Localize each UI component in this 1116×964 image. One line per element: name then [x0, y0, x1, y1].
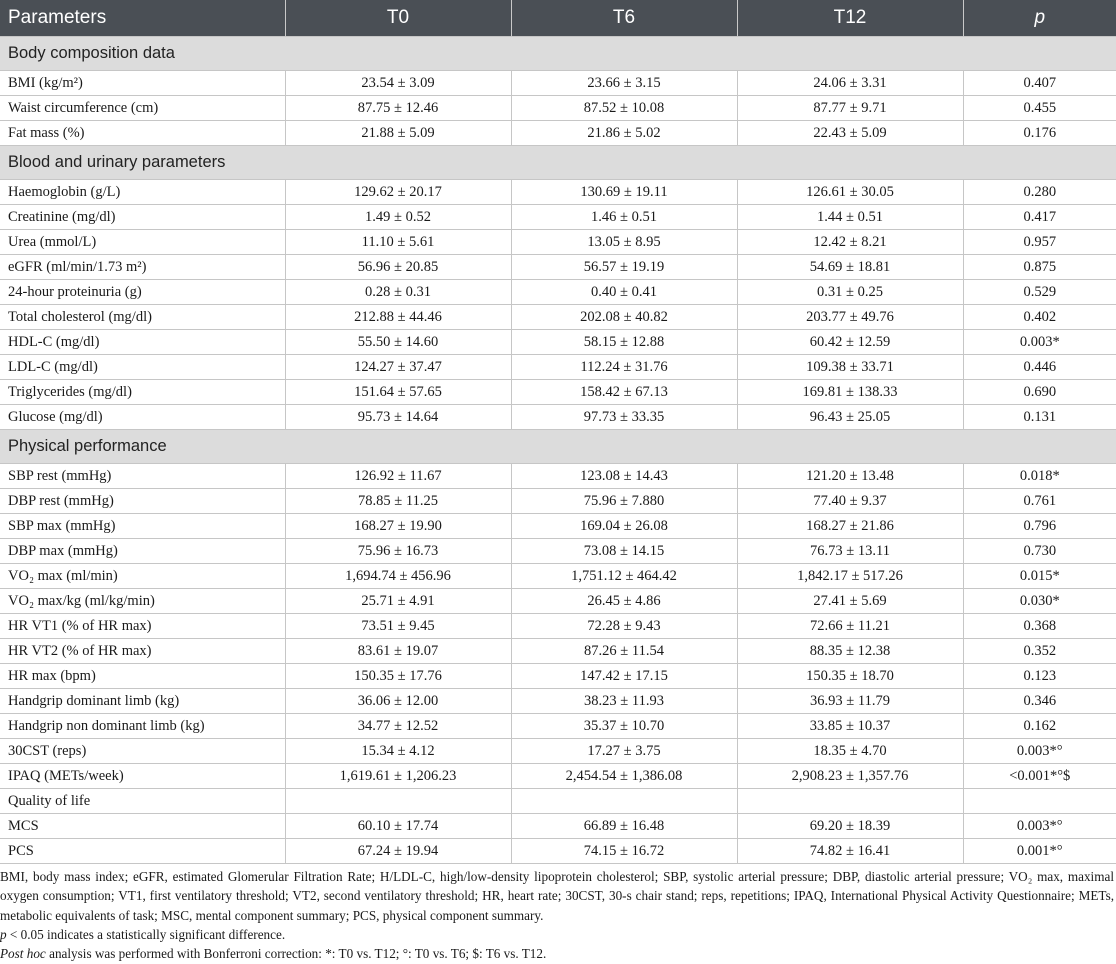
table-row	[0, 280, 1116, 305]
section-title: Blood and urinary parameters	[0, 146, 1116, 180]
p-value-cell: 0.455	[963, 96, 1116, 121]
p-value-cell: 0.402	[963, 305, 1116, 330]
t12-cell: 96.43 ± 25.05	[737, 405, 963, 430]
header-parameters: Parameters	[0, 0, 285, 37]
t12-cell: 18.35 ± 4.70	[737, 739, 963, 764]
header-t6: T6	[511, 0, 737, 37]
parameter-cell: DBP max (mmHg)	[0, 539, 285, 564]
parameter-cell: HDL-C (mg/dl)	[0, 330, 285, 355]
parameter-cell: Haemoglobin (g/L)	[0, 180, 285, 205]
parameter-cell: Urea (mmol/L)	[0, 230, 285, 255]
significance-text: < 0.05 indicates a statistically significant difference.	[6, 926, 286, 942]
t0-cell: 60.10 ± 17.74	[285, 814, 511, 839]
table-row	[0, 96, 1116, 121]
parameter-cell: Quality of life	[0, 789, 285, 814]
t6-cell: 87.26 ± 11.54	[511, 639, 737, 664]
table-row	[0, 739, 1116, 764]
table-row	[0, 180, 1116, 205]
table-row	[0, 380, 1116, 405]
t12-cell: 0.31 ± 0.25	[737, 280, 963, 305]
t6-cell: 202.08 ± 40.82	[511, 305, 737, 330]
header-t12: T12	[737, 0, 963, 37]
t12-cell: 121.20 ± 13.48	[737, 464, 963, 489]
t12-cell: 2,908.23 ± 1,357.76	[737, 764, 963, 789]
table-row	[0, 539, 1116, 564]
parameter-cell: Glucose (mg/dl)	[0, 405, 285, 430]
p-value-cell: 0.131	[963, 405, 1116, 430]
parameter-cell: 30CST (reps)	[0, 739, 285, 764]
t6-cell: 75.96 ± 7.880	[511, 489, 737, 514]
table-row	[0, 489, 1116, 514]
t6-cell: 0.40 ± 0.41	[511, 280, 737, 305]
t0-cell: 151.64 ± 57.65	[285, 380, 511, 405]
p-value-cell: 0.875	[963, 255, 1116, 280]
header-t0: T0	[285, 0, 511, 37]
t12-cell: 1,842.17 ± 517.26	[737, 564, 963, 589]
t0-cell: 1,694.74 ± 456.96	[285, 564, 511, 589]
t0-cell: 75.96 ± 16.73	[285, 539, 511, 564]
t12-cell: 72.66 ± 11.21	[737, 614, 963, 639]
t12-cell: 69.20 ± 18.39	[737, 814, 963, 839]
t12-cell: 168.27 ± 21.86	[737, 514, 963, 539]
section-row	[0, 146, 1116, 180]
p-value-cell: 0.761	[963, 489, 1116, 514]
t12-cell: 169.81 ± 138.33	[737, 380, 963, 405]
t12-cell: 12.42 ± 8.21	[737, 230, 963, 255]
t12-cell: 24.06 ± 3.31	[737, 71, 963, 96]
t6-cell: 74.15 ± 16.72	[511, 839, 737, 864]
t12-cell: 76.73 ± 13.11	[737, 539, 963, 564]
t0-cell: 129.62 ± 20.17	[285, 180, 511, 205]
table-row	[0, 789, 1116, 814]
header-p: p	[963, 0, 1116, 37]
t12-cell: 126.61 ± 30.05	[737, 180, 963, 205]
significance-note	[0, 925, 1114, 944]
posthoc-text: analysis was performed with Bonferroni correction: *: T0 vs. T12; °: T0 vs. T6; $: T6 vs. T12.	[45, 946, 547, 962]
t6-cell: 2,454.54 ± 1,386.08	[511, 764, 737, 789]
table-body	[0, 37, 1116, 864]
t0-cell: 23.54 ± 3.09	[285, 71, 511, 96]
t0-cell: 15.34 ± 4.12	[285, 739, 511, 764]
parameter-cell: Handgrip non dominant limb (kg)	[0, 714, 285, 739]
section-row	[0, 430, 1116, 464]
t6-cell: 112.24 ± 31.76	[511, 355, 737, 380]
table-row	[0, 71, 1116, 96]
t12-cell: 77.40 ± 9.37	[737, 489, 963, 514]
t0-cell: 73.51 ± 9.45	[285, 614, 511, 639]
t0-cell	[285, 789, 511, 814]
t6-cell: 87.52 ± 10.08	[511, 96, 737, 121]
parameter-cell: SBP rest (mmHg)	[0, 464, 285, 489]
t6-cell: 1,751.12 ± 464.42	[511, 564, 737, 589]
section-title: Body composition data	[0, 37, 1116, 71]
table-row	[0, 205, 1116, 230]
parameter-cell: HR VT2 (% of HR max)	[0, 639, 285, 664]
t0-cell: 150.35 ± 17.76	[285, 664, 511, 689]
p-value-cell: 0.529	[963, 280, 1116, 305]
parameter-cell: BMI (kg/m²)	[0, 71, 285, 96]
t0-cell: 1,619.61 ± 1,206.23	[285, 764, 511, 789]
t6-cell: 97.73 ± 33.35	[511, 405, 737, 430]
table-row	[0, 639, 1116, 664]
table-row	[0, 121, 1116, 146]
t12-cell: 22.43 ± 5.09	[737, 121, 963, 146]
table-row	[0, 305, 1116, 330]
t0-cell: 34.77 ± 12.52	[285, 714, 511, 739]
t0-cell: 124.27 ± 37.47	[285, 355, 511, 380]
p-value-cell: 0.346	[963, 689, 1116, 714]
t6-cell: 38.23 ± 11.93	[511, 689, 737, 714]
p-value-cell: 0.003*°	[963, 814, 1116, 839]
parameter-cell: Total cholesterol (mg/dl)	[0, 305, 285, 330]
t0-cell: 0.28 ± 0.31	[285, 280, 511, 305]
table-row	[0, 764, 1116, 789]
p-value-cell: 0.352	[963, 639, 1116, 664]
table-row	[0, 564, 1116, 589]
parameter-cell: Handgrip dominant limb (kg)	[0, 689, 285, 714]
t12-cell: 33.85 ± 10.37	[737, 714, 963, 739]
parameter-cell: PCS	[0, 839, 285, 864]
posthoc-note	[0, 944, 1114, 963]
parameter-cell: VO₂ max (ml/min)	[0, 564, 285, 589]
table-row	[0, 464, 1116, 489]
t6-cell: 158.42 ± 67.13	[511, 380, 737, 405]
table-row	[0, 814, 1116, 839]
table-notes	[0, 867, 1114, 963]
t0-cell: 1.49 ± 0.52	[285, 205, 511, 230]
table-row	[0, 839, 1116, 864]
t12-cell: 36.93 ± 11.79	[737, 689, 963, 714]
p-value-cell: 0.001*°	[963, 839, 1116, 864]
t6-cell: 56.57 ± 19.19	[511, 255, 737, 280]
p-value-cell: 0.730	[963, 539, 1116, 564]
t6-cell: 130.69 ± 19.11	[511, 180, 737, 205]
t0-cell: 168.27 ± 19.90	[285, 514, 511, 539]
t12-cell: 203.77 ± 49.76	[737, 305, 963, 330]
t6-cell: 21.86 ± 5.02	[511, 121, 737, 146]
t6-cell: 58.15 ± 12.88	[511, 330, 737, 355]
p-value-cell: 0.123	[963, 664, 1116, 689]
parameter-cell: MCS	[0, 814, 285, 839]
p-value-cell: 0.446	[963, 355, 1116, 380]
table-row	[0, 589, 1116, 614]
table-row	[0, 664, 1116, 689]
table-row	[0, 689, 1116, 714]
table-row	[0, 230, 1116, 255]
parameter-cell: VO₂ max/kg (ml/kg/min)	[0, 589, 285, 614]
t12-cell: 150.35 ± 18.70	[737, 664, 963, 689]
t6-cell: 73.08 ± 14.15	[511, 539, 737, 564]
t12-cell: 27.41 ± 5.69	[737, 589, 963, 614]
t0-cell: 95.73 ± 14.64	[285, 405, 511, 430]
t6-cell: 23.66 ± 3.15	[511, 71, 737, 96]
t0-cell: 36.06 ± 12.00	[285, 689, 511, 714]
t6-cell: 123.08 ± 14.43	[511, 464, 737, 489]
parameter-cell: HR max (bpm)	[0, 664, 285, 689]
t12-cell: 60.42 ± 12.59	[737, 330, 963, 355]
t0-cell: 78.85 ± 11.25	[285, 489, 511, 514]
parameter-cell: Waist circumference (cm)	[0, 96, 285, 121]
parameter-cell: Fat mass (%)	[0, 121, 285, 146]
p-value-cell: 0.280	[963, 180, 1116, 205]
t0-cell: 55.50 ± 14.60	[285, 330, 511, 355]
t0-cell: 126.92 ± 11.67	[285, 464, 511, 489]
t6-cell	[511, 789, 737, 814]
t0-cell: 21.88 ± 5.09	[285, 121, 511, 146]
t6-cell: 1.46 ± 0.51	[511, 205, 737, 230]
t12-cell: 54.69 ± 18.81	[737, 255, 963, 280]
p-value-cell	[963, 789, 1116, 814]
t12-cell: 88.35 ± 12.38	[737, 639, 963, 664]
p-value-cell: 0.162	[963, 714, 1116, 739]
t6-cell: 66.89 ± 16.48	[511, 814, 737, 839]
t6-cell: 13.05 ± 8.95	[511, 230, 737, 255]
t0-cell: 25.71 ± 4.91	[285, 589, 511, 614]
p-symbol: p	[0, 926, 7, 942]
parameter-cell: 24-hour proteinuria (g)	[0, 280, 285, 305]
t0-cell: 56.96 ± 20.85	[285, 255, 511, 280]
table-row	[0, 255, 1116, 280]
parameter-cell: Triglycerides (mg/dl)	[0, 380, 285, 405]
section-title: Physical performance	[0, 430, 1116, 464]
t0-cell: 11.10 ± 5.61	[285, 230, 511, 255]
p-value-cell: 0.417	[963, 205, 1116, 230]
p-value-cell: 0.030*	[963, 589, 1116, 614]
t12-cell: 109.38 ± 33.71	[737, 355, 963, 380]
t12-cell: 74.82 ± 16.41	[737, 839, 963, 864]
parameter-cell: eGFR (ml/min/1.73 m²)	[0, 255, 285, 280]
posthoc-label: Post hoc	[0, 946, 46, 962]
p-value-cell: 0.003*	[963, 330, 1116, 355]
table-row	[0, 514, 1116, 539]
t6-cell: 26.45 ± 4.86	[511, 589, 737, 614]
p-value-cell: 0.407	[963, 71, 1116, 96]
p-value-cell: 0.690	[963, 380, 1116, 405]
p-value-cell: 0.003*°	[963, 739, 1116, 764]
t12-cell: 1.44 ± 0.51	[737, 205, 963, 230]
table-row	[0, 355, 1116, 380]
t12-cell	[737, 789, 963, 814]
p-value-cell: 0.015*	[963, 564, 1116, 589]
t6-cell: 72.28 ± 9.43	[511, 614, 737, 639]
table-row	[0, 405, 1116, 430]
p-value-cell: <0.001*°$	[963, 764, 1116, 789]
abbreviations-note: BMI, body mass index; eGFR, estimated Glomerular Filtration Rate; H/LDL-C, high/low-density lipoprotein cholesterol; SBP, systolic arterial pressure; DBP, diastolic arterial pressure; VO₂ max, maximal oxygen consumption; VT1, first ventilatory threshold; VT2, second ventilatory threshold; HR, heart rate; 30CST, 30-s chair stand; reps, repetitions; IPAQ, International Physical Activity Questionnaire; METs, metabolic equivalents of task; MSC, mental component summary; PCS, physical component summary.	[0, 869, 1114, 923]
parameter-cell: DBP rest (mmHg)	[0, 489, 285, 514]
parameter-cell: IPAQ (METs/week)	[0, 764, 285, 789]
t0-cell: 83.61 ± 19.07	[285, 639, 511, 664]
p-value-cell: 0.957	[963, 230, 1116, 255]
parameter-cell: HR VT1 (% of HR max)	[0, 614, 285, 639]
p-value-cell: 0.796	[963, 514, 1116, 539]
parameter-cell: SBP max (mmHg)	[0, 514, 285, 539]
t0-cell: 67.24 ± 19.94	[285, 839, 511, 864]
p-value-cell: 0.176	[963, 121, 1116, 146]
table-row	[0, 714, 1116, 739]
t6-cell: 147.42 ± 17.15	[511, 664, 737, 689]
t0-cell: 212.88 ± 44.46	[285, 305, 511, 330]
p-value-cell: 0.018*	[963, 464, 1116, 489]
t6-cell: 35.37 ± 10.70	[511, 714, 737, 739]
parameter-cell: LDL-C (mg/dl)	[0, 355, 285, 380]
section-row	[0, 37, 1116, 71]
t6-cell: 17.27 ± 3.75	[511, 739, 737, 764]
p-value-cell: 0.368	[963, 614, 1116, 639]
t12-cell: 87.77 ± 9.71	[737, 96, 963, 121]
parameter-cell: Creatinine (mg/dl)	[0, 205, 285, 230]
table-row	[0, 330, 1116, 355]
t0-cell: 87.75 ± 12.46	[285, 96, 511, 121]
header-row	[0, 0, 1116, 37]
t6-cell: 169.04 ± 26.08	[511, 514, 737, 539]
table-row	[0, 614, 1116, 639]
